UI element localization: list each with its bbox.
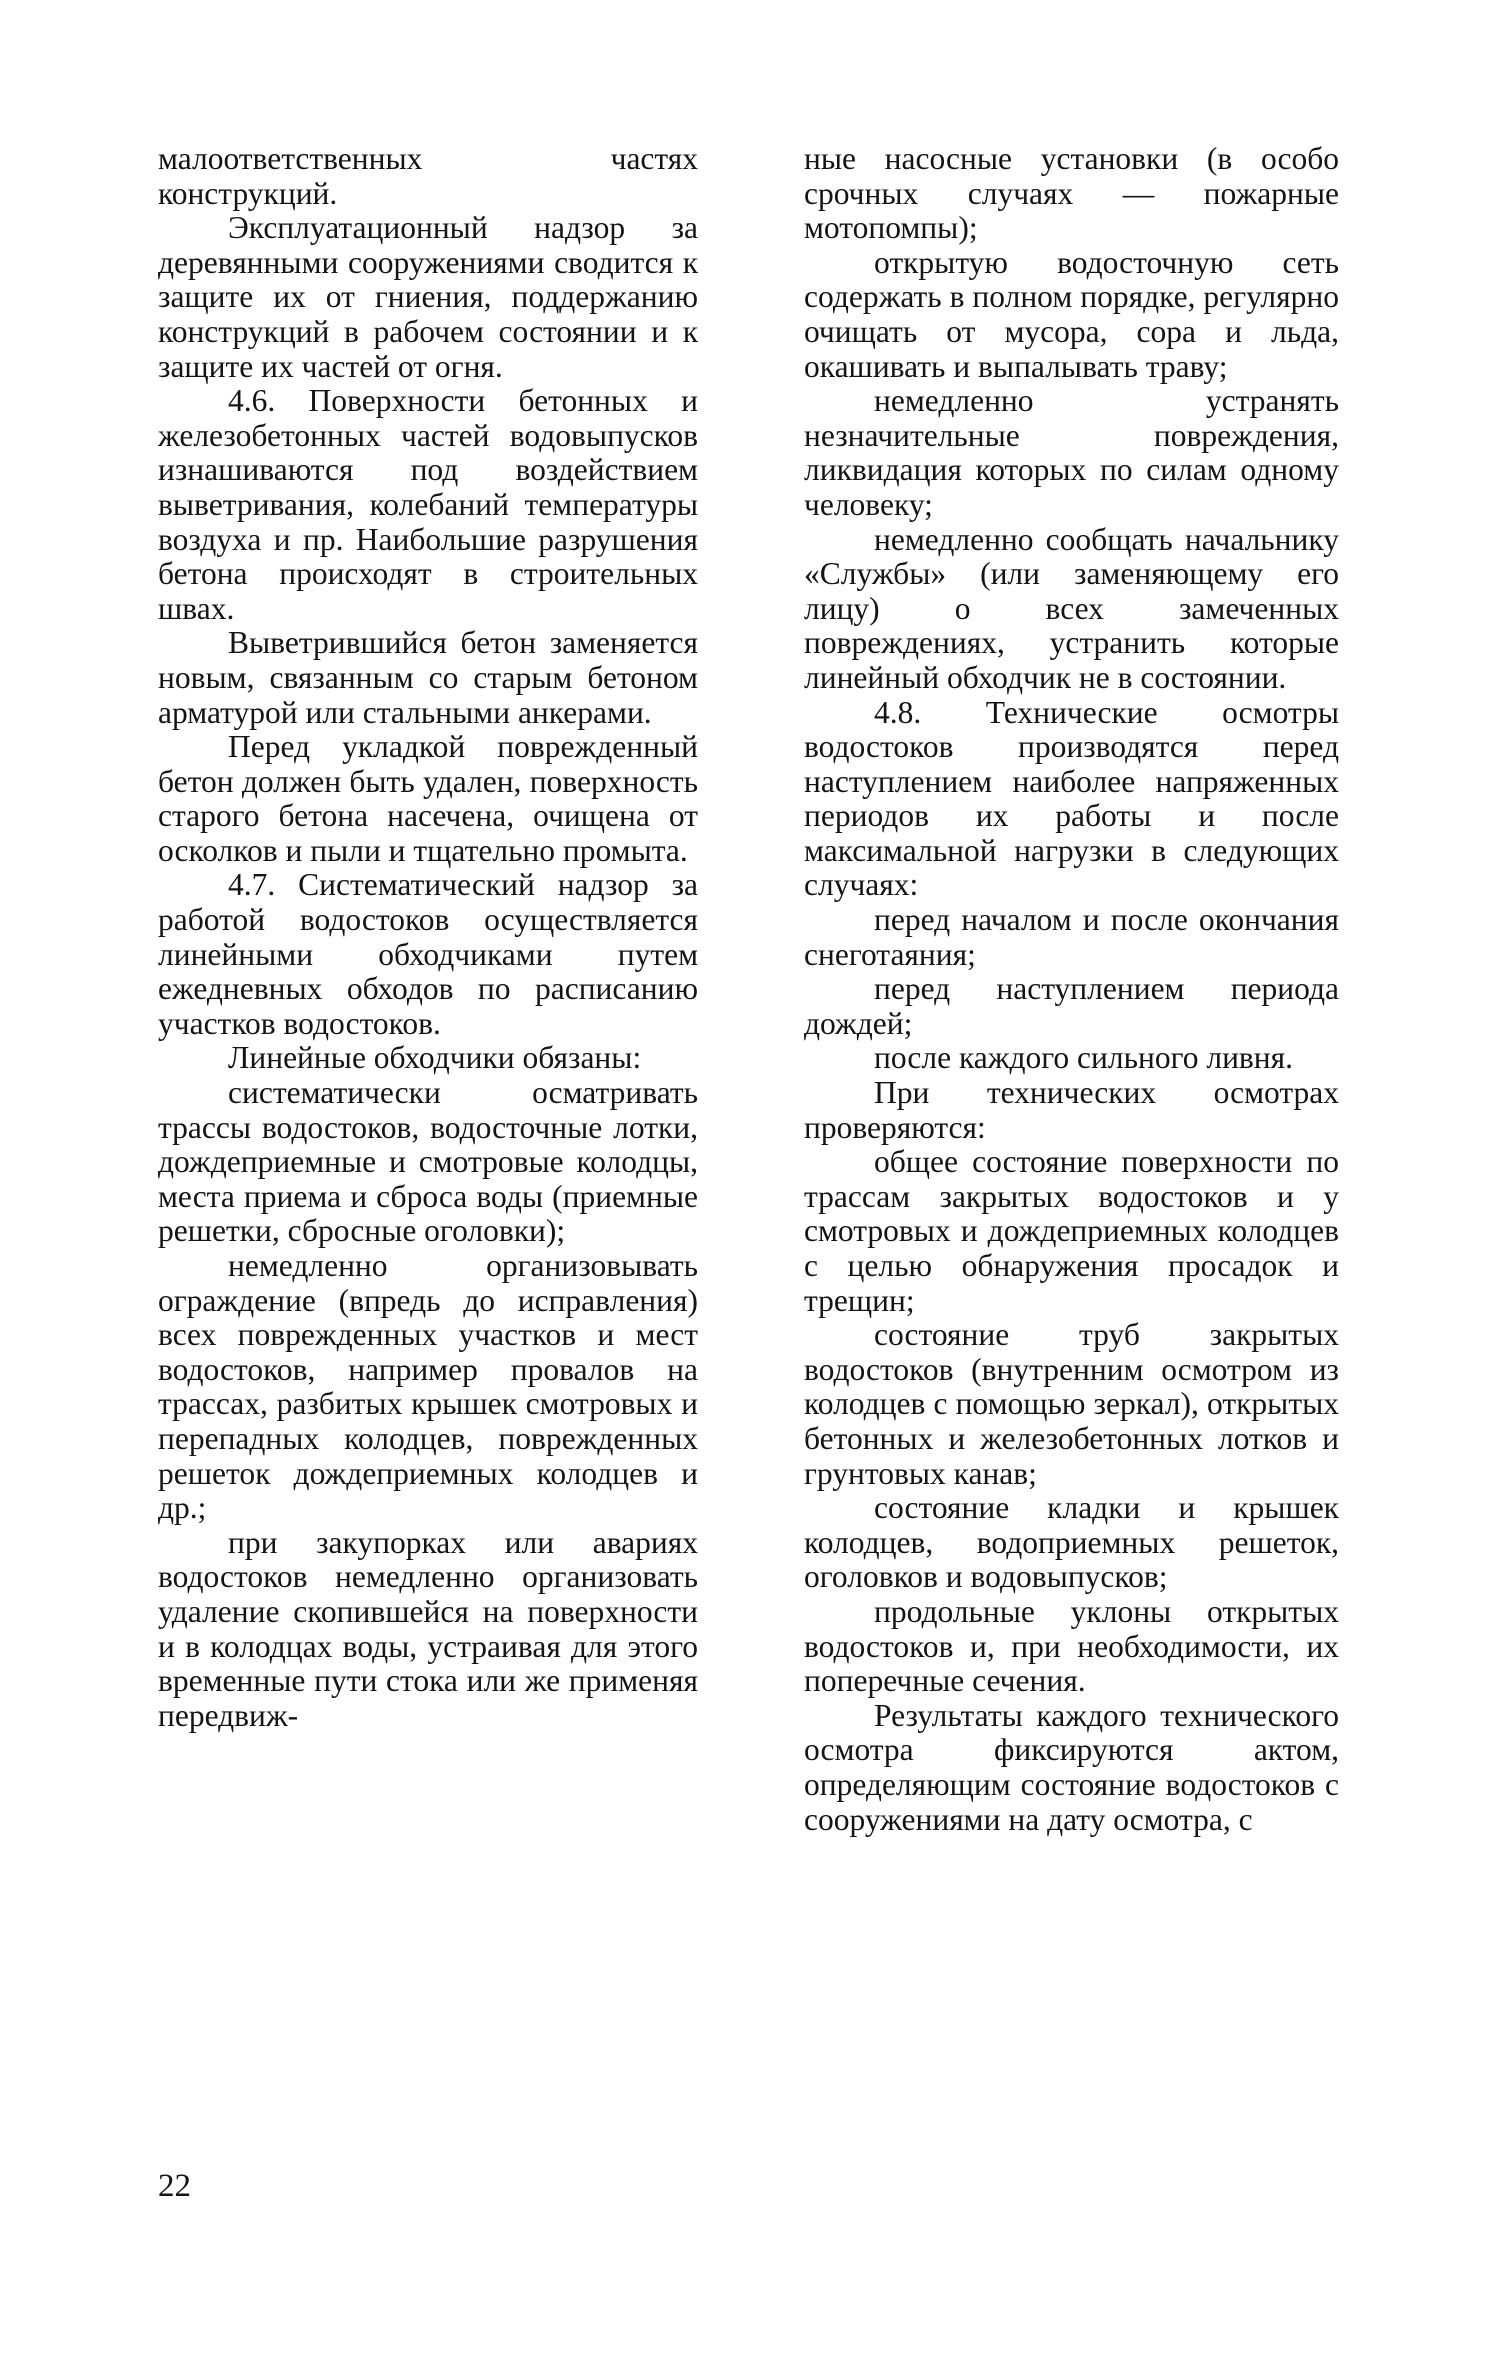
paragraph: после каждого сильного ливня. [874, 1040, 1294, 1076]
paragraph: состояние кладки и крышек колодцев, водоприемных решеток, оголовков и водовыпусков; [804, 1490, 1339, 1595]
paragraph: Линейные обходчики обязаны: [228, 1040, 642, 1076]
paragraph: продольные уклоны открытых водостоков и, при необходимости, их поперечные сечения. [804, 1593, 1339, 1699]
paragraph: перед наступлением периода дождей; [804, 971, 1339, 1041]
paragraph: немедленно устранять незначительные повреждения, ликвидация которых по силам одному человеку; [804, 383, 1339, 522]
paragraph: при закупорках или авариях водостоков немедленно организовать удаление скопившейся на поверхности и в колодцах воды, устраивая для этого временные пути стока или же применяя передвиж- [158, 1524, 698, 1733]
paragraph: ные насосные установки (в особо срочных случаях — пожарные мотопомпы); [804, 141, 1339, 246]
paragraph: немедленно сообщать начальнику «Службы» (или заменяющему его лицу) о всех замеченных повреждениях, устранить которые линейный обходчик не в состоянии. [804, 521, 1339, 695]
paragraph: 4.8. Технические осмотры водостоков производятся перед наступлением наиболее напряженных периодов их работы и после максимальной нагрузки в следующих случаях: [804, 694, 1339, 903]
paragraph: общее состояние поверхности по трассам закрытых водостоков и у смотровых и дождеприемных колодцев с целью обнаружения просадок и трещин; [804, 1144, 1339, 1318]
right-text-column [804, 142, 1339, 1837]
paragraph: Эксплуатационный надзор за деревянными сооружениями сводится к защите их от гниения, поддержанию конструкций в рабочем состоянии и к защите их частей от огня. [158, 210, 698, 384]
paragraph: Выветрившийся бетон заменяется новым, связанным со старым бетоном арматурой или стальными анкерами. [158, 625, 698, 730]
page-number: 22 [158, 2168, 191, 2204]
paragraph: немедленно организовывать ограждение (впредь до исправления) всех поврежденных участков и мест водостоков, например провалов на трассах, разбитых крышек смотровых и перепадных колодцев, поврежденных решеток дождеприемных колодцев и др.; [158, 1248, 698, 1526]
paragraph: перед началом и после окончания снеготаяния; [804, 902, 1339, 972]
paragraph: систематически осматривать трассы водостоков, водосточные лотки, дождеприемные и смотровые колодцы, места приема и сброса воды (приемные решетки, сбросные оголовки); [158, 1075, 698, 1249]
paragraph: 4.6. Поверхности бетонных и железобетонных частей водовыпусков изнашиваются под воздействием выветривания, колебаний температуры воздуха и пр. Наибольшие разрушения бетона происходят в строительных швах. [158, 383, 698, 626]
paragraph: малоответственных частях конструкций. [158, 141, 698, 211]
paragraph: При технических осмотрах проверяются: [804, 1075, 1339, 1145]
paragraph: 4.7. Систематический надзор за работой водостоков осуществляется линейными обходчиками путем ежедневных обходов по расписанию участков водостоков. [158, 867, 698, 1041]
paragraph: Результаты каждого технического осмотра фиксируются актом, определяющим состояние водостоков с сооружениями на дату осмотра, с [804, 1697, 1339, 1837]
left-text-column [158, 142, 698, 1733]
paragraph: Перед укладкой поврежденный бетон должен быть удален, поверхность старого бетона насечена, очищена от осколков и пыли и тщательно промыта. [158, 729, 698, 868]
paragraph: открытую водосточную сеть содержать в полном порядке, регулярно очищать от мусора, сора и льда, окашивать и выпалывать траву; [804, 244, 1339, 384]
paragraph: состояние труб закрытых водостоков (внутренним осмотром из колодцев с помощью зеркал), открытых бетонных и железобетонных лотков и грунтовых канав; [804, 1317, 1339, 1491]
